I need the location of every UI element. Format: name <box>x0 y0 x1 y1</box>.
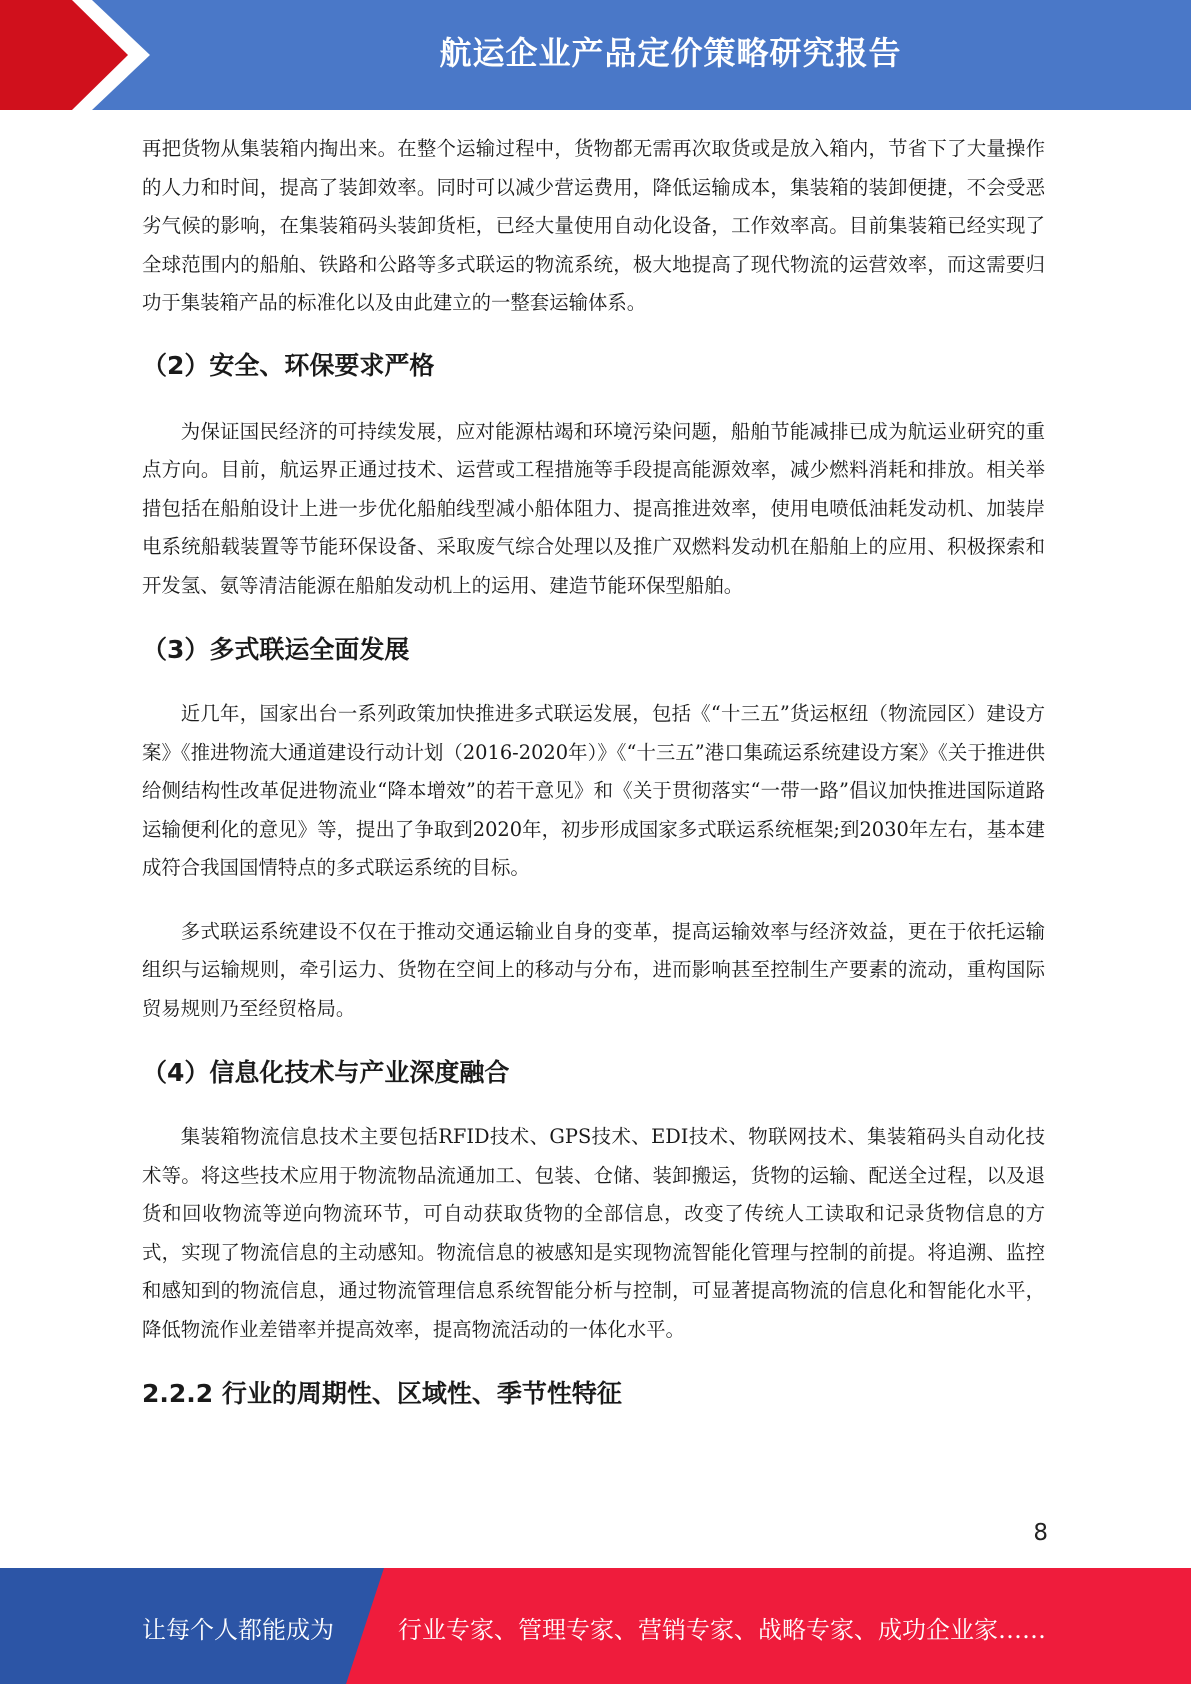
body-paragraph: 再把货物从集装箱内掏出来。在整个运输过程中，货物都无需再次取货或是放入箱内，节省下了大量操作的人力和时间，提高了装卸效率。同时可以减少营运费用，降低运输成本，集装箱的装卸便捷，不会受恶劣气候的影响，在集装箱码头装卸货柜，已经大量使用自动化设备，工作效率高。目前集装箱已经实现了全球范围内的船舶、铁路和公路等多式联运的物流系统，极大地提高了现代物流的运营效率，而这需要归功于集装箱产品的标准化以及由此建立的一整套运输体系。 <box>142 137 1045 314</box>
footer-slogan-left: 让每个人都能成为 <box>142 1616 334 1644</box>
page-footer <box>0 1568 1191 1684</box>
report-title: 航运企业产品定价策略研究报告 <box>439 34 902 72</box>
section-heading: 2.2.2 行业的周期性、区域性、季节性特征 <box>142 1379 622 1408</box>
subsection-heading-4: （4）信息化技术与产业深度融合 <box>142 1058 510 1087</box>
page-header <box>0 0 1191 110</box>
body-paragraph: 近几年，国家出台一系列政策加快推进多式联运发展，包括《“十三五”货运枢纽（物流园区）建设方案》《推进物流大通道建设行动计划（2016-2020年）》《“十三五”港口集疏运系统建设方案》《关于推进供给侧结构性改革促进物流业“降本增效”的若干意见》和《关于贯彻落实“一带一路”倡议加快推进国际道路运输便利化的意见》等，提出了争取到2020年，初步形成国家多式联运系统框架;到2030年左右，基本建成符合我国国情特点的多式联运系统的目标。 <box>142 702 1045 879</box>
page-body <box>142 130 1045 1414</box>
subsection-heading-3: （3）多式联运全面发展 <box>142 635 410 664</box>
page-number: 8 <box>1033 1520 1048 1546</box>
body-paragraph: 为保证国民经济的可持续发展，应对能源枯竭和环境污染问题，船舶节能减排已成为航运业研究的重点方向。目前，航运界正通过技术、运营或工程措施等手段提高能源效率，减少燃料消耗和排放。相关举措包括在船舶设计上进一步优化船舶线型减小船体阻力、提高推进效率，使用电喷低油耗发动机、加装岸电系统船载装置等节能环保设备、采取废气综合处理以及推广双燃料发动机在船舶上的应用、积极探索和开发氢、氨等清洁能源在船舶发动机上的运用、建造节能环保型船舶。 <box>142 419 1045 597</box>
body-paragraph: 集装箱物流信息技术主要包括RFID技术、GPS技术、EDI技术、物联网技术、集装箱码头自动化技术等。将这些技术应用于物流物品流通加工、包装、仓储、装卸搬运，货物的运输、配送全过程，以及退货和回收物流等逆向物流环节，可自动获取货物的全部信息，改变了传统人工读取和记录货物信息的方式，实现了物流信息的主动感知。物流信息的被感知是实现物流智能化管理与控制的前提。将追溯、监控和感知到的物流信息，通过物流管理信息系统智能分析与控制，可显著提高物流的信息化和智能化水平，降低物流作业差错率并提高效率，提高物流活动的一体化水平。 <box>142 1125 1045 1341</box>
body-paragraph: 多式联运系统建设不仅在于推动交通运输业自身的变革，提高运输效率与经济效益，更在于依托运输组织与运输规则，牵引运力、货物在空间上的移动与分布，进而影响甚至控制生产要素的流动，重构国际贸易规则乃至经贸格局。 <box>142 919 1045 1020</box>
footer-slogan-right: 行业专家、管理专家、营销专家、战略专家、成功企业家…… <box>398 1616 1046 1644</box>
subsection-heading-2: （2）安全、环保要求严格 <box>142 350 435 380</box>
